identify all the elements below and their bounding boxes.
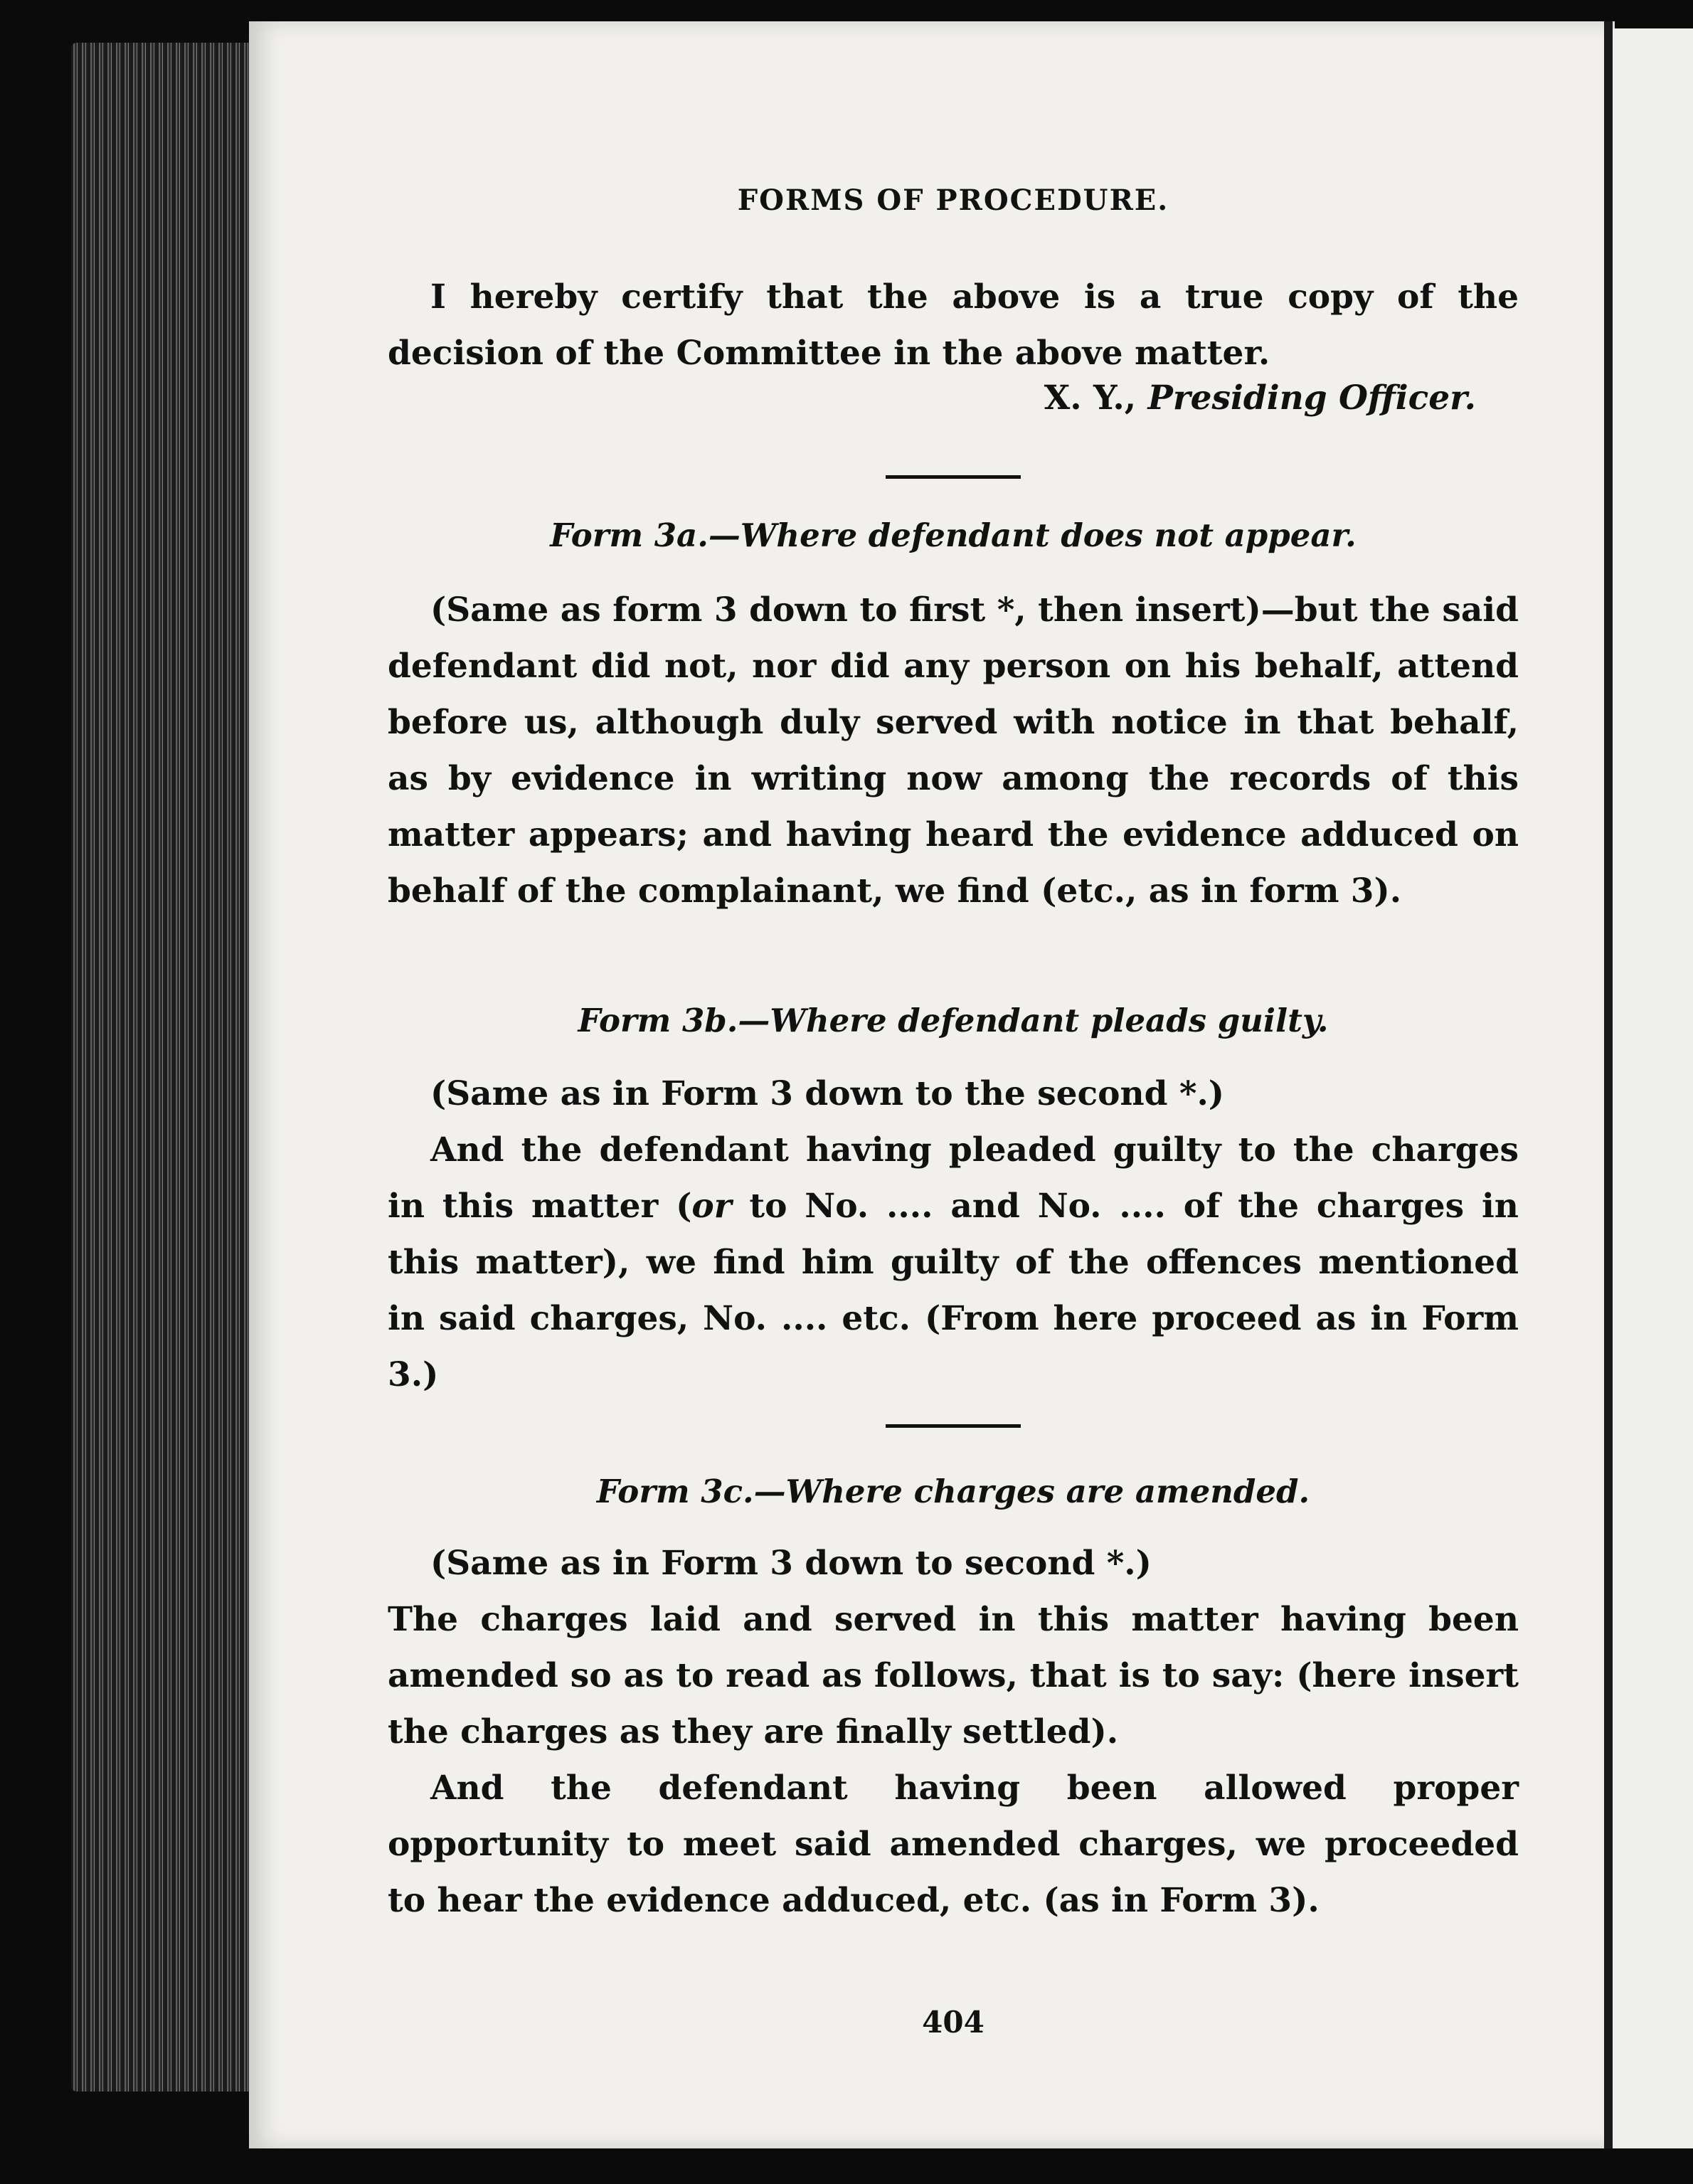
form-3b-body bbox=[388, 1122, 1519, 1403]
form-3b-body-or: or bbox=[691, 1187, 732, 1226]
form-3c-instruction: (Same as in Form 3 down to second *.) bbox=[430, 1544, 1152, 1583]
form-3c-body-2: And the defendant having been allowed proper opportunity to meet said amended charges, we proceeded to hear the evidence adduced, etc. (as in Form 3). bbox=[388, 1769, 1519, 1920]
form-3b-instruction: (Same as in Form 3 down to the second *.) bbox=[430, 1074, 1225, 1113]
signatory-name: X. Y., bbox=[1044, 378, 1137, 418]
form-3b-body-part2: to No. .... and No. .... of the charges in this matter), we find him guilty of the offences mentioned in said charges, No. .... etc. (From here proceed as in Form 3.) bbox=[388, 1187, 1519, 1394]
form-3b-body-part1: And the defendant having pleaded guilty to the charges in this matter ( bbox=[388, 1130, 1519, 1226]
form-3c-heading: Form 3c.—Where charges are amended. bbox=[596, 1473, 1310, 1510]
page-number: 404 bbox=[922, 2005, 985, 2040]
form-3b-heading: Form 3b.—Where defendant pleads guilty. bbox=[578, 1002, 1329, 1039]
form-3a-body: (Same as form 3 down to first *, then insert)—but the said defendant did not, nor did any person on his behalf, attend before us, although duly served with notice in that behalf, as by evidence in writing now among the records of this matter appears; and having heard the evidence adduced on behalf of the complainant, we find (etc., as in form 3). bbox=[388, 590, 1519, 911]
certification-paragraph: I hereby certify that the above is a true copy of the decision of the Committee in the above matter. bbox=[388, 277, 1519, 373]
page-gutter-shadow bbox=[1604, 21, 1613, 2148]
facing-page-sliver bbox=[1613, 28, 1693, 2148]
section-divider bbox=[886, 475, 1021, 479]
signature-line bbox=[388, 378, 1476, 418]
form-3a-heading: Form 3a.—Where defendant does not appear. bbox=[550, 516, 1357, 554]
running-head: FORMS OF PROCEDURE. bbox=[737, 184, 1169, 217]
book-page-stack-edge bbox=[71, 43, 256, 2092]
section-divider bbox=[886, 1424, 1021, 1428]
form-3c-body-1: The charges laid and served in this matter having been amended so as to read as follows, that is to say: (here insert the charges as they are finally settled). bbox=[388, 1600, 1519, 1751]
signatory-role: Presiding Officer. bbox=[1147, 378, 1476, 418]
